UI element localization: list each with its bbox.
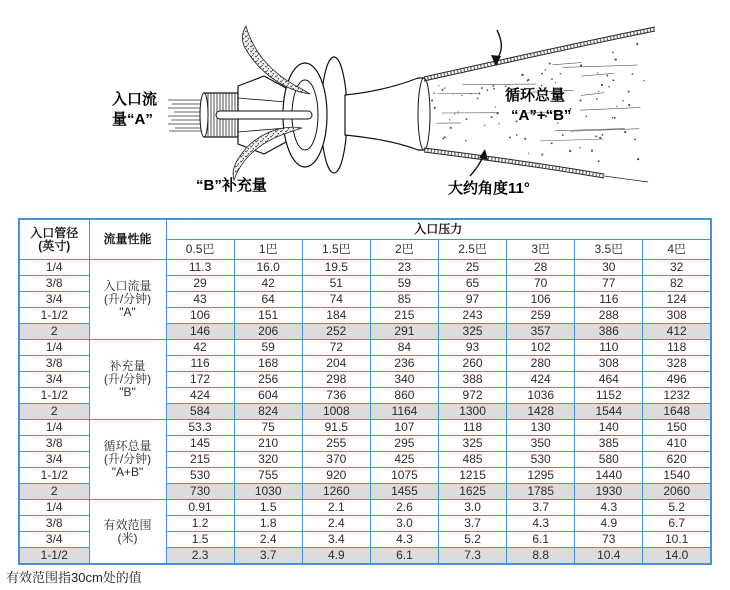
performance-group-label-line: 有效范围 [103, 517, 152, 532]
value-cell: 4.9 [575, 516, 643, 532]
value-cell: 29 [166, 276, 234, 292]
value-cell: 730 [166, 484, 234, 500]
value-cell: 106 [166, 308, 234, 324]
value-cell: 146 [166, 324, 234, 340]
value-cell: 19.5 [302, 260, 370, 276]
value-cell: 340 [370, 372, 438, 388]
value-cell: 116 [575, 292, 643, 308]
inlet-flow-label [112, 90, 157, 129]
angle-label: 大约角度11° [448, 180, 530, 197]
circulation-label [505, 86, 571, 125]
value-cell: 102 [507, 340, 575, 356]
value-cell: 150 [643, 420, 711, 436]
value-cell: 85 [370, 292, 438, 308]
value-cell: 42 [166, 340, 234, 356]
value-cell: 2.4 [302, 516, 370, 532]
performance-group-cell [89, 420, 166, 500]
value-cell: 386 [575, 324, 643, 340]
value-cell: 1625 [439, 484, 507, 500]
performance-group-label-line: (米) [117, 530, 138, 545]
value-cell: 3.4 [302, 532, 370, 548]
value-cell: 280 [507, 356, 575, 372]
value-cell: 2.1 [302, 500, 370, 516]
value-cell: 485 [439, 452, 507, 468]
value-cell: 7.3 [439, 548, 507, 565]
value-cell: 604 [234, 388, 302, 404]
value-cell: 350 [507, 436, 575, 452]
value-cell: 308 [643, 308, 711, 324]
value-cell: 3.0 [439, 500, 507, 516]
value-cell: 295 [370, 436, 438, 452]
value-cell: 107 [370, 420, 438, 436]
value-cell: 2060 [643, 484, 711, 500]
value-cell: 425 [370, 452, 438, 468]
pipe-size-cell: 2 [19, 484, 89, 500]
value-cell: 530 [507, 452, 575, 468]
value-cell: 10.4 [575, 548, 643, 565]
value-cell: 43 [166, 292, 234, 308]
pipe-size-cell: 1-1/2 [19, 468, 89, 484]
pipe-size-cell: 3/8 [19, 436, 89, 452]
performance-group-label-line: "A+B" [111, 465, 144, 479]
value-cell: 204 [302, 356, 370, 372]
value-cell: 25 [439, 260, 507, 276]
value-cell: 243 [439, 308, 507, 324]
eductor-diagram [0, 0, 730, 212]
value-cell: 320 [234, 452, 302, 468]
pressure-column-header: 4巴 [643, 240, 711, 260]
value-cell: 64 [234, 292, 302, 308]
value-cell: 1215 [439, 468, 507, 484]
arrow-to-spray-bottom [470, 149, 488, 176]
value-cell: 736 [302, 388, 370, 404]
value-cell: 14.0 [643, 548, 711, 565]
value-cell: 4.9 [302, 548, 370, 565]
pipe-size-header: 入口管径 (英寸) [19, 219, 89, 260]
value-cell: 325 [439, 324, 507, 340]
value-cell: 106 [507, 292, 575, 308]
value-cell: 410 [643, 436, 711, 452]
value-cell: 1232 [643, 388, 711, 404]
value-cell: 118 [643, 340, 711, 356]
value-cell: 4.3 [507, 516, 575, 532]
value-cell: 860 [370, 388, 438, 404]
value-cell: 110 [575, 340, 643, 356]
performance-group-label-line: "B" [119, 385, 136, 399]
value-cell: 84 [370, 340, 438, 356]
value-cell: 168 [234, 356, 302, 372]
pressure-column-header: 2.5巴 [439, 240, 507, 260]
pipe-size-cell: 3/8 [19, 356, 89, 372]
value-cell: 530 [166, 468, 234, 484]
value-cell: 1428 [507, 404, 575, 420]
value-cell: 172 [166, 372, 234, 388]
value-cell: 1.5 [166, 532, 234, 548]
value-cell: 3.7 [234, 548, 302, 565]
value-cell: 496 [643, 372, 711, 388]
pipe-size-cell: 2 [19, 404, 89, 420]
performance-group-label-line: "A" [119, 305, 136, 319]
value-cell: 1440 [575, 468, 643, 484]
value-cell: 4.3 [370, 532, 438, 548]
value-cell: 3.7 [439, 516, 507, 532]
value-cell: 59 [234, 340, 302, 356]
value-cell: 1544 [575, 404, 643, 420]
value-cell: 65 [439, 276, 507, 292]
value-cell: 1152 [575, 388, 643, 404]
pressure-column-header: 1巴 [234, 240, 302, 260]
pipe-size-cell: 2 [19, 324, 89, 340]
value-cell: 72 [302, 340, 370, 356]
value-cell: 1455 [370, 484, 438, 500]
value-cell: 1008 [302, 404, 370, 420]
value-cell: 215 [166, 452, 234, 468]
value-cell: 206 [234, 324, 302, 340]
value-cell: 4.3 [575, 500, 643, 516]
performance-group-label-line: (升/分钟) [103, 292, 152, 306]
value-cell: 74 [302, 292, 370, 308]
value-cell: 53.3 [166, 420, 234, 436]
pipe-size-cell: 3/8 [19, 516, 89, 532]
value-cell: 755 [234, 468, 302, 484]
value-cell: 1.8 [234, 516, 302, 532]
value-cell: 252 [302, 324, 370, 340]
value-cell: 0.91 [166, 500, 234, 516]
value-cell: 215 [370, 308, 438, 324]
pipe-size-cell: 1/4 [19, 260, 89, 276]
horn-diffuser [345, 78, 430, 150]
pipe-size-cell: 1-1/2 [19, 388, 89, 404]
pipe-size-cell: 1-1/2 [19, 308, 89, 324]
circulation-label-line2: “A”+“B” [511, 106, 572, 124]
value-cell: 1295 [507, 468, 575, 484]
value-cell: 1930 [575, 484, 643, 500]
value-cell: 1785 [507, 484, 575, 500]
pressure-column-header: 2巴 [370, 240, 438, 260]
performance-table [18, 218, 712, 565]
pressure-column-header: 3巴 [507, 240, 575, 260]
pipe-size-cell: 1/4 [19, 340, 89, 356]
value-cell: 424 [507, 372, 575, 388]
value-cell: 325 [439, 436, 507, 452]
performance-group-cell [89, 500, 166, 565]
value-cell: 6.1 [370, 548, 438, 565]
value-cell: 28 [507, 260, 575, 276]
value-cell: 2.3 [166, 548, 234, 565]
value-cell: 1260 [302, 484, 370, 500]
pipe-size-cell: 3/4 [19, 532, 89, 548]
value-cell: 1075 [370, 468, 438, 484]
value-cell: 6.7 [643, 516, 711, 532]
pressure-header-group: 入口压力 [166, 219, 711, 240]
value-cell: 32 [643, 260, 711, 276]
value-cell: 328 [643, 356, 711, 372]
b-supply-label: “B”补充量 [196, 177, 267, 194]
value-cell: 259 [507, 308, 575, 324]
value-cell: 580 [575, 452, 643, 468]
value-cell: 210 [234, 436, 302, 452]
inlet-flow-label-line2: 量“A” [112, 110, 153, 128]
performance-group-cell [89, 340, 166, 420]
eductor-illustration [0, 0, 730, 212]
value-cell: 82 [643, 276, 711, 292]
value-cell: 972 [439, 388, 507, 404]
performance-group-label-line: 循环总量 [103, 439, 152, 453]
value-cell: 184 [302, 308, 370, 324]
center-pin [216, 111, 312, 119]
value-cell: 23 [370, 260, 438, 276]
value-cell: 1164 [370, 404, 438, 420]
footnote: 有效范围指30cm处的值 [6, 570, 142, 585]
value-cell: 5.2 [439, 532, 507, 548]
performance-group-label-line: (升/分钟) [103, 452, 152, 466]
value-cell: 424 [166, 388, 234, 404]
pressure-column-header: 1.5巴 [302, 240, 370, 260]
value-cell: 255 [302, 436, 370, 452]
pressure-column-header: 0.5巴 [166, 240, 234, 260]
value-cell: 73 [575, 532, 643, 548]
value-cell: 288 [575, 308, 643, 324]
pipe-size-cell: 1/4 [19, 420, 89, 436]
table-row [19, 500, 711, 516]
value-cell: 118 [439, 420, 507, 436]
value-cell: 5.2 [643, 500, 711, 516]
value-cell: 256 [234, 372, 302, 388]
value-cell: 70 [507, 276, 575, 292]
value-cell: 11.3 [166, 260, 234, 276]
value-cell: 291 [370, 324, 438, 340]
value-cell: 2.4 [234, 532, 302, 548]
value-cell: 1300 [439, 404, 507, 420]
value-cell: 920 [302, 468, 370, 484]
value-cell: 93 [439, 340, 507, 356]
table-row [19, 340, 711, 356]
performance-group-cell [89, 260, 166, 340]
value-cell: 1036 [507, 388, 575, 404]
pipe-size-cell: 3/4 [19, 452, 89, 468]
value-cell: 75 [234, 420, 302, 436]
value-cell: 91.5 [302, 420, 370, 436]
table-row [19, 420, 711, 436]
pipe-size-cell: 3/4 [19, 292, 89, 308]
inlet-flow-label-line1: 入口流 [112, 91, 158, 108]
value-cell: 1.2 [166, 516, 234, 532]
value-cell: 97 [439, 292, 507, 308]
value-cell: 140 [575, 420, 643, 436]
value-cell: 59 [370, 276, 438, 292]
performance-group-label-line: 入口流量 [103, 279, 152, 293]
value-cell: 260 [439, 356, 507, 372]
value-cell: 236 [370, 356, 438, 372]
pipe-size-cell: 3/8 [19, 276, 89, 292]
value-cell: 1.5 [234, 500, 302, 516]
performance-header: 流量性能 [89, 219, 166, 260]
value-cell: 145 [166, 436, 234, 452]
value-cell: 151 [234, 308, 302, 324]
pipe-size-cell: 1-1/2 [19, 548, 89, 565]
value-cell: 1648 [643, 404, 711, 420]
value-cell: 357 [507, 324, 575, 340]
value-cell: 6.1 [507, 532, 575, 548]
performance-group-label-line: 补充量 [109, 359, 146, 373]
value-cell: 385 [575, 436, 643, 452]
value-cell: 3.7 [507, 500, 575, 516]
value-cell: 298 [302, 372, 370, 388]
pipe-size-cell: 3/4 [19, 372, 89, 388]
value-cell: 116 [166, 356, 234, 372]
value-cell: 8.8 [507, 548, 575, 565]
value-cell: 584 [166, 404, 234, 420]
value-cell: 824 [234, 404, 302, 420]
value-cell: 464 [575, 372, 643, 388]
value-cell: 10.1 [643, 532, 711, 548]
value-cell: 412 [643, 324, 711, 340]
value-cell: 1540 [643, 468, 711, 484]
circulation-label-line1: 循环总量 [505, 87, 566, 104]
value-cell: 77 [575, 276, 643, 292]
value-cell: 51 [302, 276, 370, 292]
inlet-flow-lines [168, 100, 204, 131]
value-cell: 130 [507, 420, 575, 436]
value-cell: 370 [302, 452, 370, 468]
value-cell: 308 [575, 356, 643, 372]
value-cell: 16.0 [234, 260, 302, 276]
value-cell: 620 [643, 452, 711, 468]
value-cell: 3.0 [370, 516, 438, 532]
value-cell: 124 [643, 292, 711, 308]
value-cell: 2.6 [370, 500, 438, 516]
pipe-size-cell: 1/4 [19, 500, 89, 516]
value-cell: 1030 [234, 484, 302, 500]
table-row [19, 260, 711, 276]
pressure-column-header: 3.5巴 [575, 240, 643, 260]
value-cell: 388 [439, 372, 507, 388]
value-cell: 30 [575, 260, 643, 276]
performance-group-label-line: (升/分钟) [103, 372, 152, 386]
value-cell: 42 [234, 276, 302, 292]
